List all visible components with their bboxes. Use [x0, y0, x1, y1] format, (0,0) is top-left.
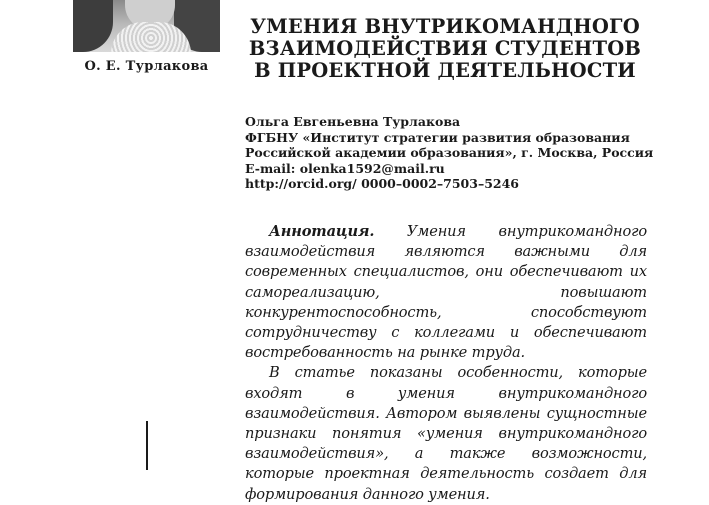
author-orcid[interactable]: http://orcid.org/ 0000–0002–7503–5246 [245, 176, 519, 191]
author-info-block [245, 114, 665, 192]
photo-hair-left [73, 0, 113, 52]
author-email[interactable]: E-mail: olenka1592@mail.ru [245, 160, 445, 176]
title-line-3: В ПРОЕКТНОЙ ДЕЯТЕЛЬНОСТИ [254, 59, 636, 82]
abstract-label: Аннотация. [269, 223, 375, 240]
author-org-line-1: ФГБНУ «Институт стратегии развития образования [245, 129, 630, 145]
abstract-text-1: Умения внутрикомандного взаимодействия являются важными для современных специалистов, они обеспечивают их самореализацию, повышают конкурентоспособность, способствуют сотрудничеству с коллегами и обеспечивают востребованность на рынке труда. [245, 223, 647, 362]
abstract [245, 222, 647, 505]
author-org-line-2: Российской академии образования», г. Москва, Россия [245, 145, 654, 160]
author-photo [73, 0, 220, 52]
author-name: Ольга Евгеньевна Турлакова [245, 114, 461, 129]
author-caption: О. Е. Турлакова [84, 59, 209, 74]
margin-rule [146, 421, 148, 470]
abstract-paragraph-2: В статье показаны особенности, которые входят в умения внутрикомандного взаимодействия. Автором выявлены сущностные признаки понятия «умения внутрикомандного взаимодействия», а также возможности, которые проектная деятельность создает для формирования данного умения. [245, 364, 647, 503]
abstract-paragraph-1 [245, 222, 647, 363]
article-title [245, 16, 645, 82]
title-line-1: УМЕНИЯ ВНУТРИКОМАНДНОГО [250, 15, 640, 38]
title-line-2: ВЗАИМОДЕЙСТВИЯ СТУДЕНТОВ [248, 37, 642, 60]
